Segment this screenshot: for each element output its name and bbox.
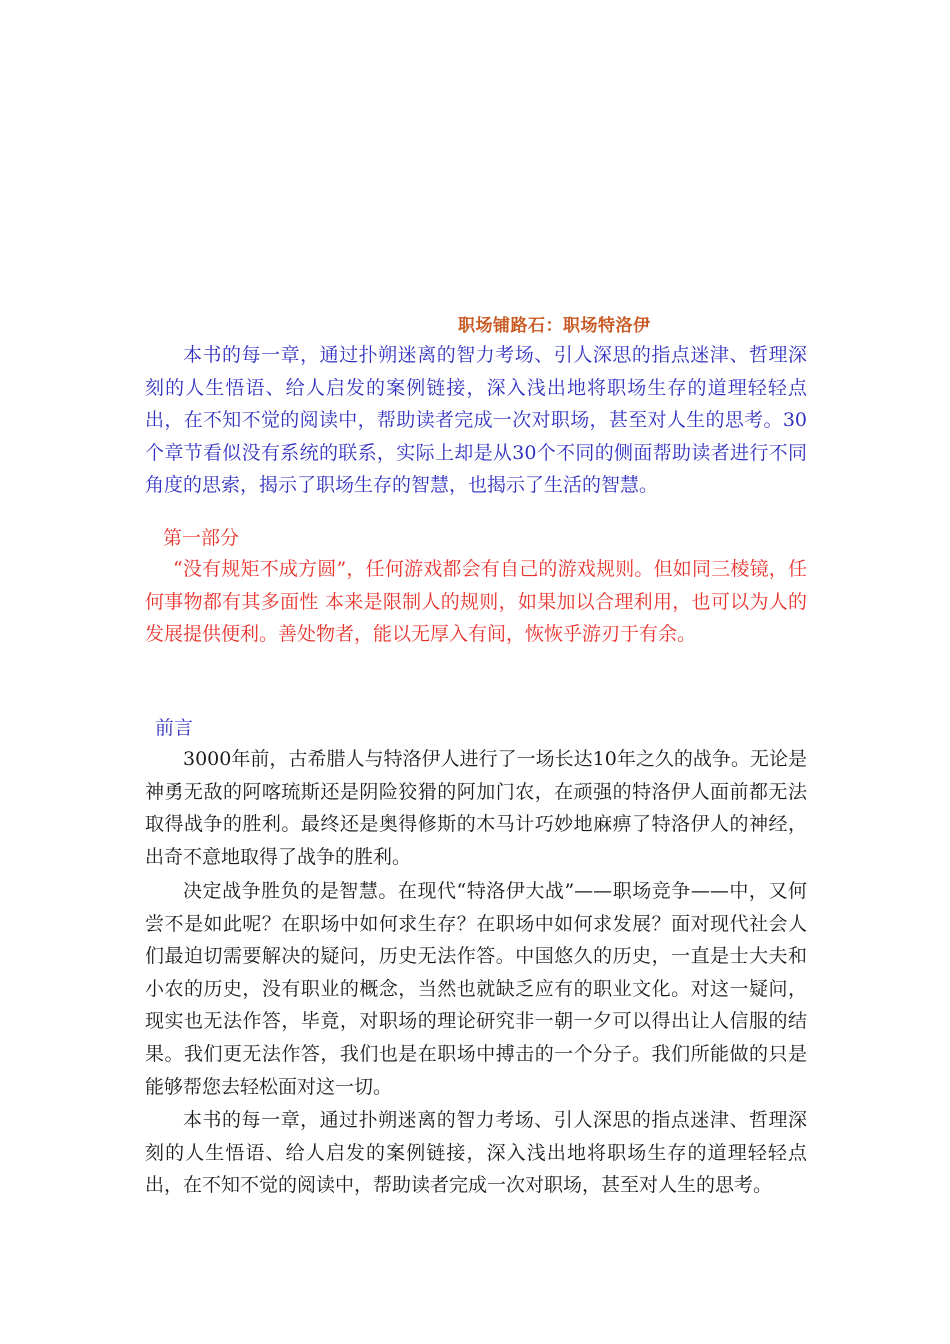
preface-paragraph-1: 3000年前，古希腊人与特洛伊人进行了一场长达10年之久的战争。无论是神勇无敌的阿喀琉斯还是阴险狡猾的阿加门农，在顽强的特洛伊人面前都无法取得战争的胜利。最终还是奥得修斯的木马计巧妙地麻痹了特洛伊人的神经，出奇不意地取得了战争的胜利。: [145, 748, 807, 868]
part-one-description: “没有规矩不成方圆”，任何游戏都会有自己的游戏规则。但如同三棱镜，任何事物都有其多面性 本来是限制人的规则，如果加以合理利用，也可以为人的发展提供便利。善处物者，能以无厚入有间，恢恢乎游刃于有余。: [145, 558, 807, 646]
document-title: 职场铺路石：职场特洛伊: [458, 316, 651, 336]
intro-paragraph: 本书的每一章，通过扑朔迷离的智力考场、引人深思的指点迷津、哲理深刻的人生悟语、给人启发的案例链接，深入浅出地将职场生存的道理轻轻点出，在不知不觉的阅读中，帮助读者完成一次对职场，甚至对人生的思考。30个章节看似没有系统的联系，实际上却是从30个不同的侧面帮助读者进行不同角度的思索，揭示了职场生存的智慧，也揭示了生活的智慧。: [145, 344, 807, 497]
preface-paragraph-3: 本书的每一章，通过扑朔迷离的智力考场、引人深思的指点迷津、哲理深刻的人生悟语、给人启发的案例链接，深入浅出地将职场生存的道理轻轻点出，在不知不觉的阅读中，帮助读者完成一次对职场，甚至对人生的思考。: [145, 1109, 807, 1197]
preface-heading: 前言: [155, 717, 194, 739]
part-one-heading: 第一部分: [163, 527, 240, 549]
preface-paragraph-2: 决定战争胜负的是智慧。在现代“特洛伊大战”——职场竞争——中，又何尝不是如此呢？在职场中如何求生存？在职场中如何求发展？面对现代社会人们最迫切需要解决的疑问，历史无法作答。中国悠久的历史，一直是士大夫和小农的历史，没有职业的概念，当然也就缺乏应有的职业文化。对这一疑问，现实也无法作答，毕竟，对职场的理论研究非一朝一夕可以得出让人信服的结果。我们更无法作答，我们也是在职场中搏击的一个分子。我们所能做的只是能够帮您去轻松面对这一切。: [145, 880, 807, 1098]
